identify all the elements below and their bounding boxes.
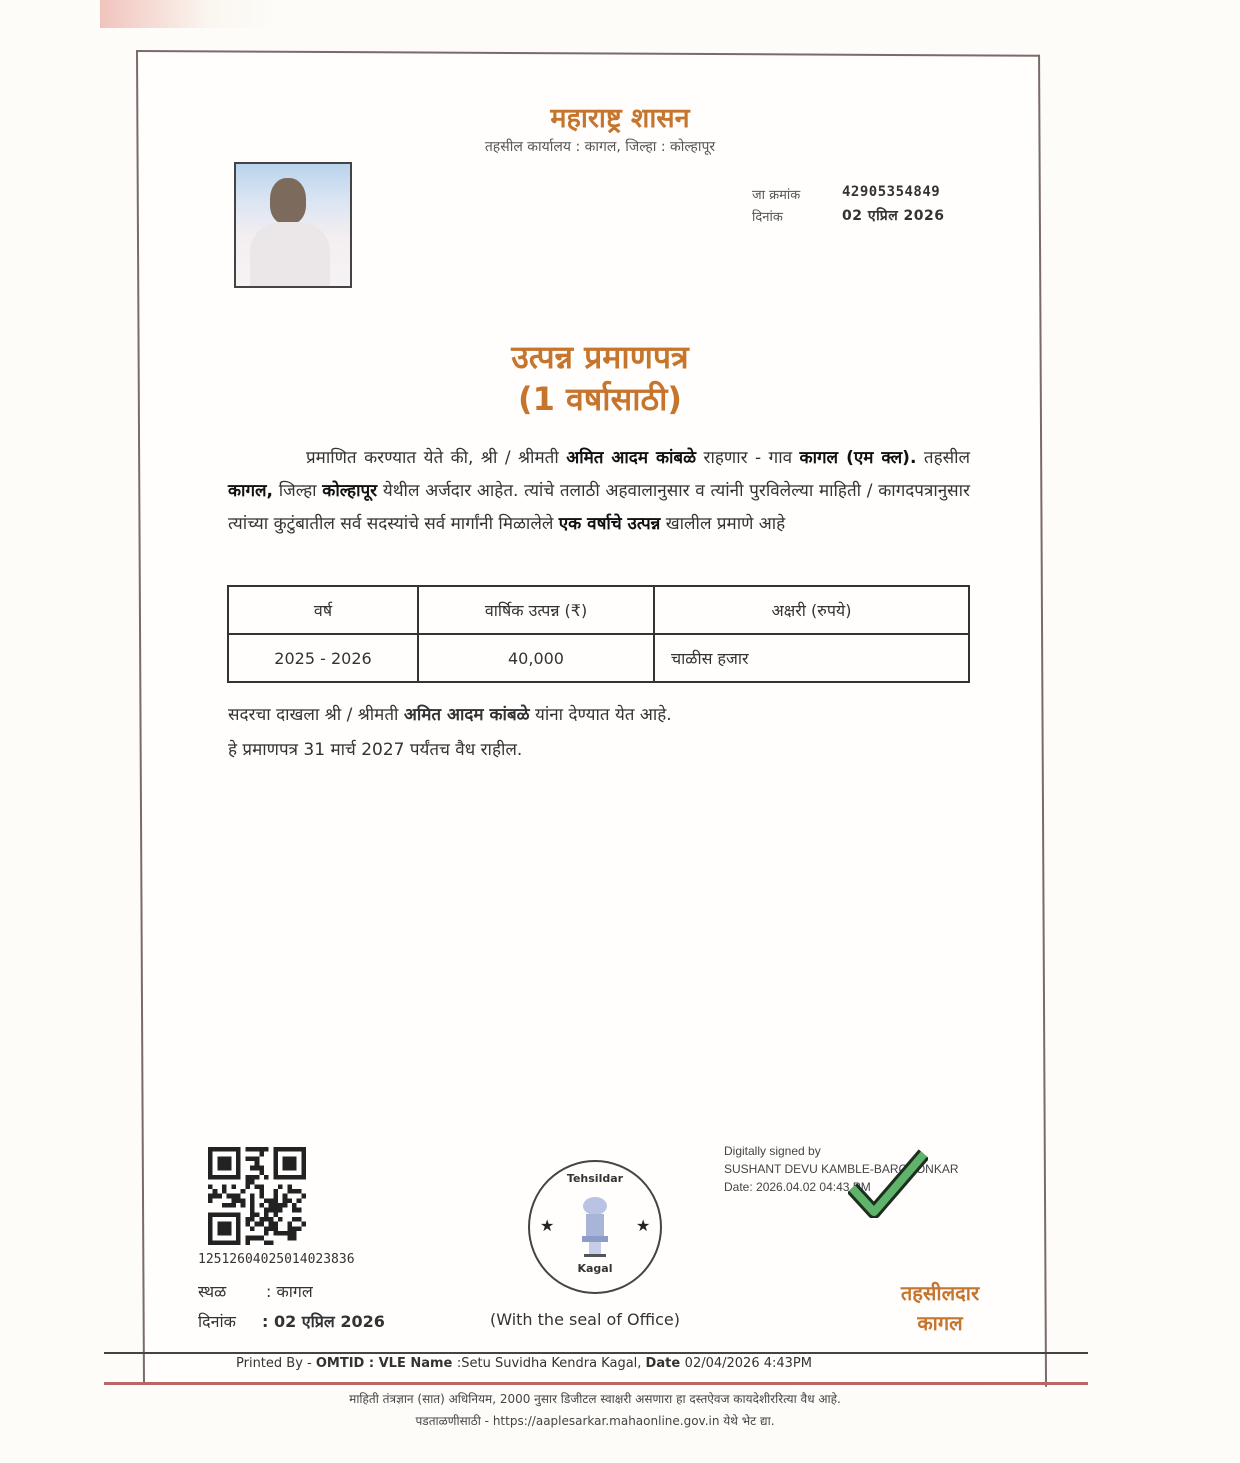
header-in-words: अक्षरी (रुपये)	[654, 586, 969, 634]
cell-year: 2025 - 2026	[228, 634, 418, 682]
body-end: खालील प्रमाणे आहे	[665, 514, 786, 534]
certificate-body	[228, 442, 970, 541]
body-intro: प्रमाणित करण्यात येते की, श्री / श्रीमती	[306, 448, 559, 468]
vle-name: :Setu Suvidha Kendra Kagal,	[456, 1356, 646, 1371]
government-heading: महाराष्ट्र शासन	[550, 103, 690, 134]
place-label: स्थळ	[198, 1282, 227, 1301]
issued-to-line	[228, 702, 672, 725]
table-row	[228, 634, 969, 682]
signed-by-label: Digitally signed by	[724, 1144, 821, 1158]
issue-date-row	[752, 206, 783, 225]
cell-income-words: चाळीस हजार	[654, 634, 969, 682]
seal-top-text: Tehsildar	[566, 1172, 624, 1185]
star-icon: ★	[540, 1216, 555, 1235]
issued-to-pre: सदरचा दाखला श्री / श्रीमती	[228, 705, 399, 725]
disclaimer-line-1: माहिती तंत्रज्ञान (सात) अधिनियम, 2000 नुसार डिजीटल स्वाक्षरी असणारा हा दस्तऐवज कायदेशीररित्या वैध आहे.	[349, 1392, 841, 1406]
printed-by-label: Printed By -	[236, 1356, 316, 1371]
signature-date: Date: 2026.04.02 04:43 PM	[724, 1180, 871, 1194]
tehsil-name: कागल,	[228, 481, 274, 501]
reference-number: 42905354849	[842, 184, 941, 200]
office-subheading: तहसील कार्यालय : कागल, जिल्हा : कोल्हापूर	[484, 139, 716, 155]
seal-caption: (With the seal of Office)	[490, 1310, 680, 1329]
qr-number: 125126040250140238З6	[198, 1252, 355, 1267]
district-name: कोल्हापूर	[322, 481, 378, 501]
applicant-name: अमित आदम कांबळे	[566, 448, 697, 468]
star-icon: ★	[636, 1216, 651, 1235]
print-info	[236, 1356, 812, 1371]
header-annual-income: वार्षिक उत्पन्न (₹)	[418, 586, 654, 634]
print-date: 02/04/2026 4:43PM	[684, 1356, 812, 1371]
omtid: OMTID	[315, 1356, 365, 1371]
seal-bottom-text: Kagal	[577, 1262, 613, 1275]
scan-smudge	[100, 0, 280, 28]
disclaimer-line-2: पडताळणीसाठी - https://aaplesarkar.mahaonline.gov.in येथे भेट द्या.	[415, 1414, 775, 1428]
issued-to-name: अमित आदम कांबळे	[403, 705, 530, 725]
vle-label: : VLE Name	[364, 1356, 457, 1371]
certificate-title-sub: (1 वर्षासाठी)	[517, 380, 683, 418]
body-district-label: जिल्हा	[278, 481, 317, 501]
header-year: वर्ष	[228, 586, 418, 634]
income-table	[227, 585, 970, 683]
footer-date: 02 एप्रिल 2026	[273, 1312, 385, 1331]
body-residence: राहणार - गाव	[703, 448, 793, 468]
officer-designation	[880, 1278, 1000, 1338]
signature-verified-check-icon	[848, 1148, 928, 1218]
place-value: कागल	[276, 1282, 313, 1301]
legal-disclaimer	[0, 1388, 1190, 1432]
body-tehsil-label: तहसील	[923, 448, 971, 468]
body-income-phrase: एक वर्षाचे उत्पन्न	[558, 514, 661, 534]
reference-number-label: जा क्रमांक	[752, 188, 801, 203]
validity-line: हे प्रमाणपत्र 31 मार्च 2027 पर्यंतच वैध राहील.	[228, 740, 523, 760]
certificate-title-main: उत्पन्न प्रमाणपत्र	[511, 338, 689, 376]
officer-place: कागल	[917, 1311, 963, 1335]
emblem-icon	[576, 1194, 614, 1258]
reference-number-row	[752, 184, 800, 203]
footer-date-row: : 02 एप्रिल 2026	[262, 1312, 385, 1331]
income-table-header	[228, 586, 969, 634]
village-name: कागल (एम क्ल).	[799, 448, 917, 468]
body-rest: येथील अर्जदार आहेत. त्यांचे तलाठी अहवालानुसार व त्यांनी पुरविलेल्या माहिती / कागदपत्रानुसार त्यांच्या कुटुंबातील सर्व सदस्यांचे सर्व मार्गांनी मिळालेले	[228, 481, 971, 534]
certificate-title	[0, 336, 1200, 420]
print-date-label: Date	[645, 1356, 685, 1371]
officer-title: तहसीलदार	[900, 1281, 980, 1305]
signer-name: SUSHANT DEVU KAMBLE-BARGAONKAR	[724, 1162, 959, 1176]
issue-date: 02 एप्रिल 2026	[842, 208, 945, 224]
photo-shirt	[250, 222, 330, 288]
footer-date-label: दिनांक	[198, 1312, 236, 1331]
office-seal	[528, 1160, 662, 1294]
applicant-photo	[234, 162, 352, 288]
qr-code	[205, 1147, 309, 1245]
place-value-row: : कागल	[266, 1282, 313, 1301]
issue-date-label: दिनांक	[752, 210, 783, 225]
photo-head	[270, 178, 306, 224]
cell-income: 40,000	[418, 634, 654, 682]
issued-to-post: यांना देण्यात येत आहे.	[534, 705, 672, 725]
